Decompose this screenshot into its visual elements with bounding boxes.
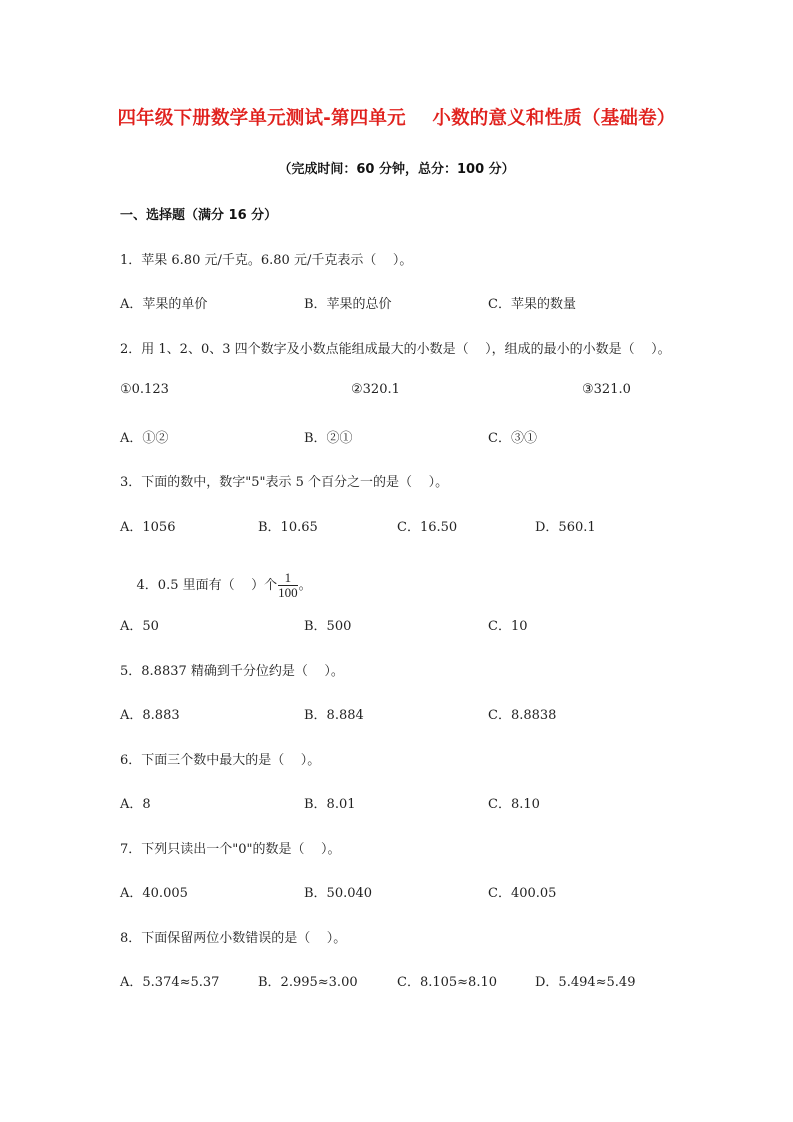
question-3-option-b: B．10.65 [258, 520, 318, 535]
question-5-option-a: A．8.883 [120, 708, 180, 723]
exam-info: （完成时间：60 分钟，总分：100 分） [278, 162, 515, 177]
question-4-stem [120, 556, 312, 615]
question-2-item-3: ③321.0 [582, 382, 631, 397]
question-4-option-b: B．500 [304, 619, 352, 634]
question-6-stem: 6．下面三个数中最大的是（ ）。 [120, 753, 321, 768]
question-6-option-b: B．8.01 [304, 797, 356, 812]
question-7-option-c: C．400.05 [488, 886, 557, 901]
question-2-option-a: A．①② [120, 431, 169, 446]
question-7-option-b: B．50.040 [304, 886, 373, 901]
question-1-option-a: A．苹果的单价 [120, 297, 208, 312]
question-2-item-1: ①0.123 [120, 382, 169, 397]
question-2-stem: 2．用 1、2、0、3 四个数字及小数点能组成最大的小数是（ ），组成的最小的小数是（ ）。 [120, 342, 671, 357]
question-3-option-d: D．560.1 [535, 520, 596, 535]
question-8-option-b: B．2.995≈3.00 [258, 975, 358, 990]
question-5-stem: 5．8.8837 精确到千分位约是（ ）。 [120, 664, 344, 679]
question-1-stem: 1．苹果 6.80 元/千克。6.80 元/千克表示（ ）。 [120, 253, 413, 268]
fraction-one-hundredth [278, 571, 298, 600]
question-8-option-a: A．5.374≈5.37 [120, 975, 220, 990]
question-4-option-c: C．10 [488, 619, 528, 634]
question-4-option-a: A．50 [120, 619, 159, 634]
question-8-option-c: C．8.105≈8.10 [397, 975, 498, 990]
question-1-option-b: B．苹果的总价 [304, 297, 392, 312]
question-6-option-a: A．8 [120, 797, 151, 812]
question-3-option-c: C．16.50 [397, 520, 458, 535]
question-2-option-b: B．②① [304, 431, 353, 446]
question-8-option-d: D．5.494≈5.49 [535, 975, 636, 990]
question-6-option-c: C．8.10 [488, 797, 540, 812]
question-2-option-c: C．③① [488, 431, 537, 446]
fraction-numerator: 1 [278, 571, 298, 586]
question-4-stem-before: 4．0.5 里面有（ ）个 [136, 578, 278, 593]
question-7-stem: 7．下列只读出一个"0"的数是（ ）。 [120, 842, 341, 857]
section-heading: 一、选择题（满分 16 分） [120, 208, 278, 223]
question-8-stem: 8．下面保留两位小数错误的是（ ）。 [120, 931, 347, 946]
page-title: 四年级下册数学单元测试-第四单元 小数的意义和性质（基础卷） [117, 108, 676, 129]
question-1-option-c: C．苹果的数量 [488, 297, 576, 312]
question-5-option-c: C．8.8838 [488, 708, 557, 723]
question-2-item-2: ②320.1 [351, 382, 400, 397]
question-7-option-a: A．40.005 [120, 886, 188, 901]
question-3-stem: 3．下面的数中，数字"5"表示 5 个百分之一的是（ ）。 [120, 475, 449, 490]
question-4-stem-after: 。 [298, 578, 312, 593]
question-5-option-b: B．8.884 [304, 708, 364, 723]
fraction-denominator: 100 [278, 585, 298, 600]
question-3-option-a: A．1056 [120, 520, 176, 535]
